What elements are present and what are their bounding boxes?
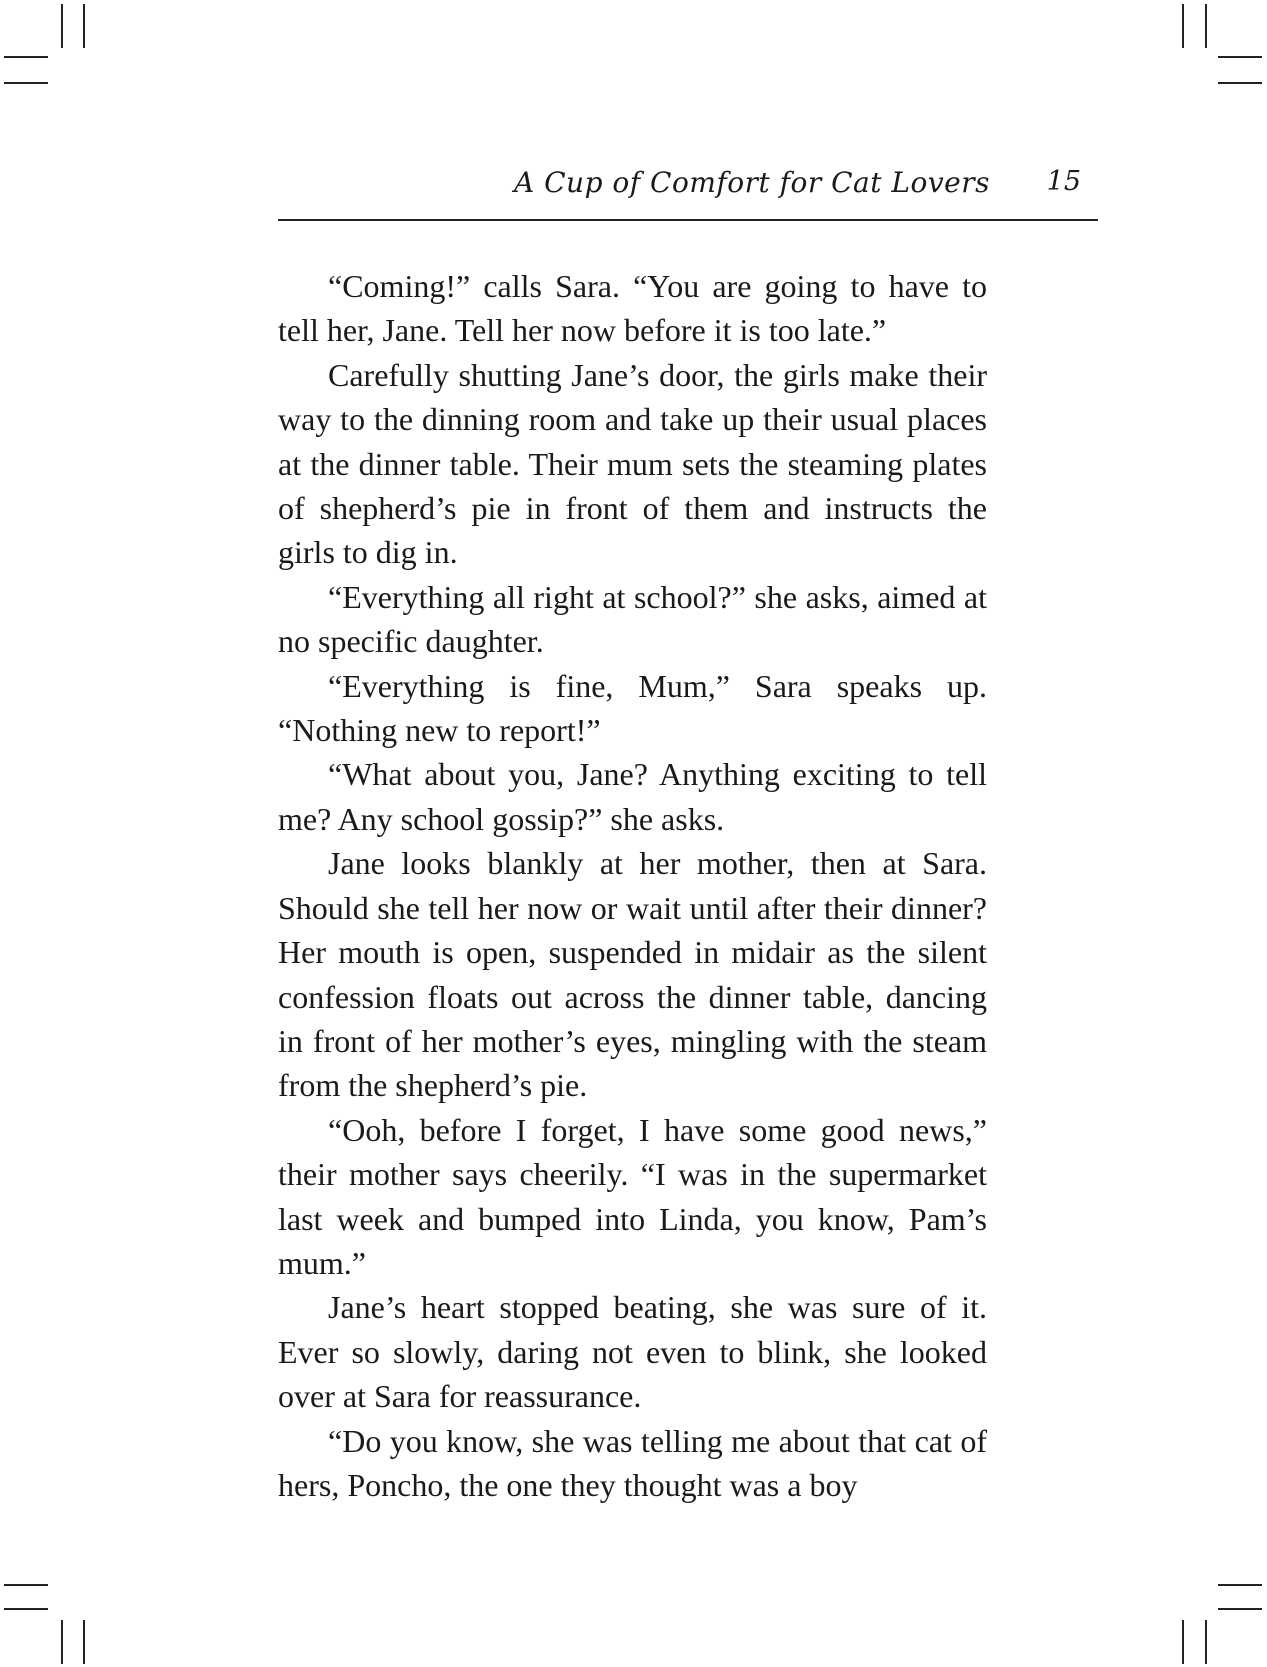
paragraph: Carefully shutting Jane’s door, the girls make their way to the dinning room and take up their usual places at the dinner table. Their mum sets the steaming plates of shepherd’s pie in front of them and instructs the girls to dig in. [278, 356, 987, 571]
paragraph: “Everything is fine, Mum,” Sara speaks up. “Nothing new to report!” [278, 667, 987, 749]
crop-mark-bottom-right-3 [1182, 1620, 1184, 1664]
crop-mark-top-right-2 [1205, 4, 1207, 48]
crop-mark-top-left-1 [61, 4, 63, 48]
crop-mark-bottom-right-4 [1205, 1620, 1207, 1664]
body-text [278, 264, 987, 1507]
crop-mark-bottom-left-4 [83, 1620, 85, 1664]
running-head [278, 166, 1098, 210]
crop-mark-top-right-4 [1218, 82, 1262, 84]
paragraph: “Coming!” calls Sara. “You are going to have to tell her, Jane. Tell her now before it is too late.” [278, 268, 987, 349]
crop-mark-bottom-left-3 [61, 1620, 63, 1664]
crop-mark-bottom-left-1 [4, 1584, 48, 1586]
running-title: A Cup of Comfort for Cat Lovers [514, 166, 990, 199]
crop-mark-top-right-3 [1218, 56, 1262, 58]
header-rule [278, 219, 1098, 221]
paragraph: Jane looks blankly at her mother, then at Sara. Should she tell her now or wait until after their dinner? Her mouth is open, suspended in midair as the silent confession floats out across the dinner table, dancing in front of her mother’s eyes, mingling with the steam from the shepherd’s pie. [278, 845, 987, 1104]
paragraph: “Do you know, she was telling me about that cat of hers, Poncho, the one they thought was a boy [278, 1422, 987, 1503]
crop-mark-bottom-right-1 [1218, 1584, 1262, 1586]
paragraph: Jane’s heart stopped beating, she was sure of it. Ever so slowly, daring not even to blink, she looked over at Sara for reassurance. [278, 1289, 987, 1415]
paragraph: “Ooh, before I forget, I have some good news,” their mother says cheerily. “I was in the supermarket last week and bumped into Linda, you know, Pam’s mum.” [278, 1111, 987, 1281]
crop-mark-top-left-3 [4, 56, 48, 58]
crop-mark-bottom-left-2 [4, 1608, 48, 1610]
crop-mark-top-left-4 [4, 82, 48, 84]
paragraph: “Everything all right at school?” she asks, aimed at no specific daughter. [278, 578, 987, 660]
crop-mark-top-right-1 [1182, 4, 1184, 48]
page-number: 15 [1046, 166, 1081, 197]
paragraph: “What about you, Jane? Anything exciting to tell me? Any school gossip?” she asks. [278, 756, 987, 837]
crop-mark-top-left-2 [83, 4, 85, 48]
crop-mark-bottom-right-2 [1218, 1608, 1262, 1610]
